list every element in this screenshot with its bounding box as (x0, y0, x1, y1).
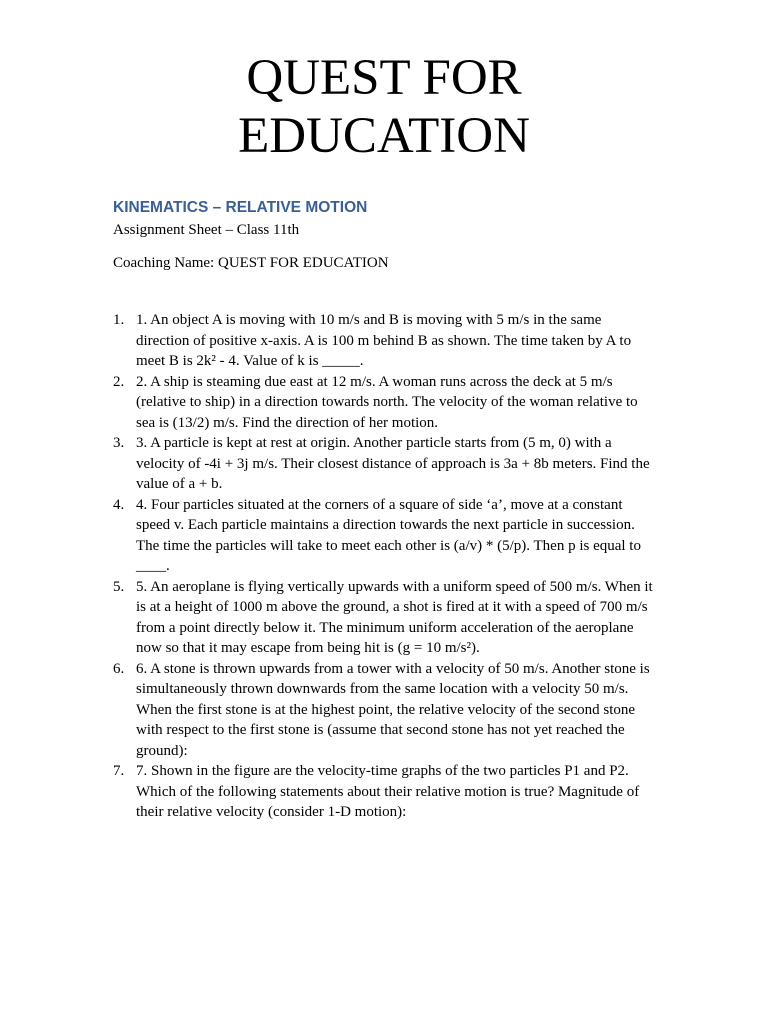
coaching-name-label: Coaching Name: (113, 255, 215, 271)
question-item-1 (113, 310, 658, 372)
question-text: 2. A ship is steaming due east at 12 m/s. A woman runs across the deck at 5 m/s (relative to ship) in a direction towards north. The velocity of the woman relative to sea is (13/2) m/s. Find the direction of her motion. (136, 373, 638, 431)
coaching-name (113, 255, 389, 272)
question-item-2 (113, 372, 658, 434)
question-item-6 (113, 659, 658, 762)
page-title (0, 49, 768, 165)
question-text: 1. An object A is moving with 10 m/s and B is moving with 5 m/s in the same direction of positive x-axis. A is 100 m behind B as shown. The time taken by A to meet B is 2k² - 4. Value of k is _____. (136, 312, 632, 369)
question-text: 3. A particle is kept at rest at origin. Another particle starts from (5 m, 0) with a velocity of -4i + 3j m/s. Their closest distance of approach is 3a + 8b meters. Find the value of a + b. (136, 435, 650, 492)
question-list (113, 310, 658, 823)
question-number: 4. (113, 496, 125, 513)
question-text: 7. Shown in the figure are the velocity-time graphs of the two particles P1 and P2. Which of the following statements about their relative motion is true? Magnitude of their relative velocity (consider 1-D motion): (136, 763, 640, 820)
coaching-name-value: QUEST FOR EDUCATION (217, 255, 389, 271)
question-item-5 (113, 577, 658, 659)
title-line-1: QUEST FOR (246, 50, 522, 106)
question-number: 7. (113, 763, 125, 779)
assignment-subtitle: Assignment Sheet – Class 11th (113, 222, 300, 238)
question-item-3 (113, 433, 658, 495)
question-number: 5. (113, 578, 125, 595)
question-number: 2. (113, 373, 125, 390)
question-text: 6. A stone is thrown upwards from a tower with a velocity of 50 m/s. Another stone is simultaneously thrown downwards from the same location with a velocity 50 m/s. When the first stone is at the highest point, the relative velocity of the second stone with respect to the first stone is (assume that second stone has not yet reached the ground): (136, 660, 650, 759)
subject-heading: KINEMATICS – RELATIVE MOTION (113, 199, 368, 216)
title-line-2: EDUCATION (238, 108, 530, 164)
question-number: 6. (113, 660, 125, 677)
question-number: 3. (113, 435, 125, 451)
question-text: 5. An aeroplane is flying vertically upwards with a uniform speed of 500 m/s. When it is at a height of 1000 m above the ground, a shot is fired at it with a speed of 700 m/s from a point directly below it. The minimum uniform acceleration of the aeroplane now so that it may escape from being hit is (g = 10 m/s²). (136, 578, 653, 656)
question-number: 1. (113, 312, 125, 328)
question-item-7 (113, 761, 658, 823)
question-text: 4. Four particles situated at the corners of a square of side ‘a’, move at a constant speed v. Each particle maintains a direction towards the next particle in succession. The time the particles will take to meet each other is (a/v) * (5/p). Then p is equal to ____. (136, 496, 641, 574)
question-item-4 (113, 495, 658, 577)
